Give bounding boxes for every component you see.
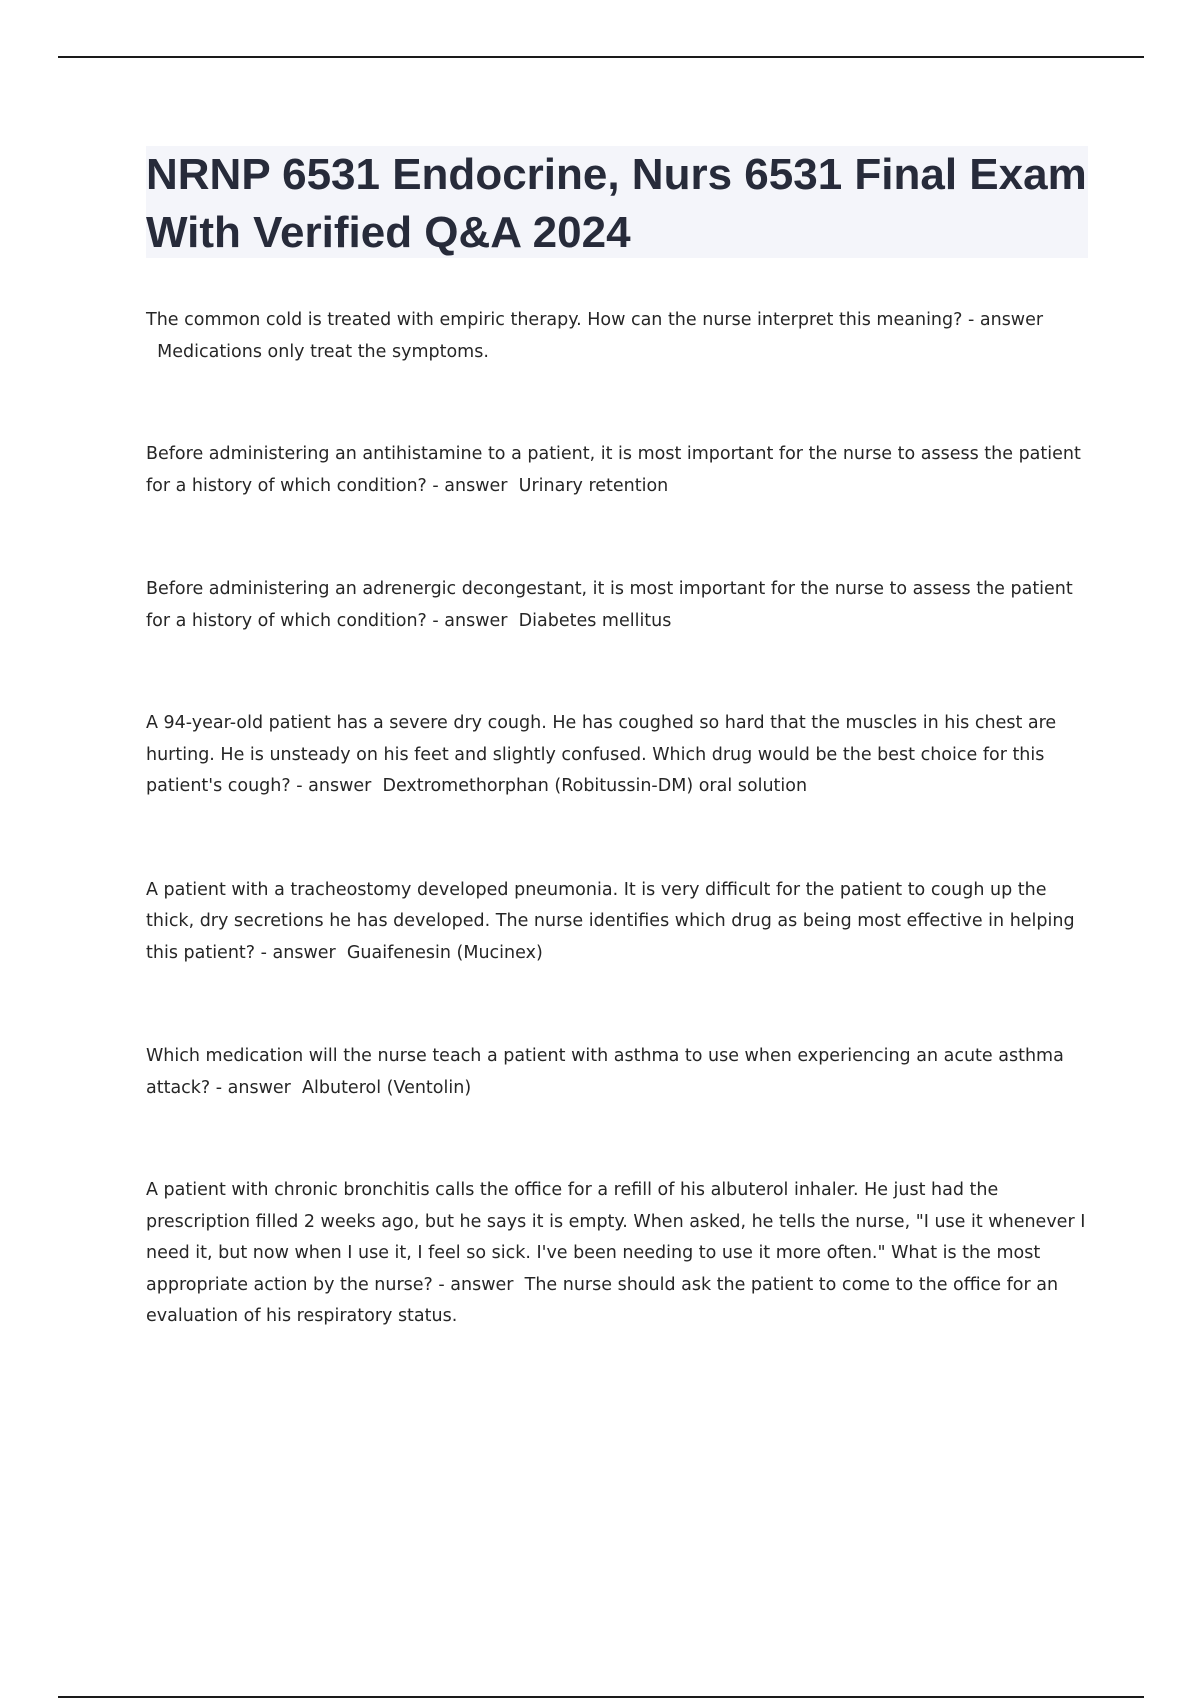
answer-label: - answer [260, 942, 336, 963]
bottom-rule [58, 1696, 1144, 1698]
qa-item [146, 708, 1090, 803]
answer-label: - answer [296, 776, 372, 796]
qa-item [146, 1041, 1090, 1104]
answer-text: Albuterol (Ventolin) [302, 1077, 472, 1098]
answer-text: Urinary retention [518, 475, 669, 496]
question-text: Before administering an adrenergic decongestant, it is most important for the nurse to assess the patient for a history of which condition? [146, 579, 1073, 631]
answer-label: - answer [432, 475, 508, 496]
answer-label: - answer [432, 610, 508, 631]
question-text: The common cold is treated with empiric therapy. How can the nurse interpret this meaning? [146, 310, 963, 330]
answer-label: - answer [968, 310, 1044, 330]
answer-text: Dextromethorphan (Robitussin-DM) oral solution [382, 776, 808, 796]
qa-item [146, 574, 1090, 637]
answer-label: - answer [215, 1077, 291, 1098]
qa-item [146, 439, 1090, 502]
title-block [146, 146, 1088, 258]
answer-label: - answer [438, 1274, 514, 1295]
question-text: Before administering an antihistamine to a patient, it is most important for the nurse to assess the patient for a history of which condition? [146, 444, 1081, 496]
qa-item [146, 1175, 1090, 1333]
question-text: A patient with chronic bronchitis calls the office for a refill of his albuterol inhaler. He just had the prescription filled 2 weeks ago, but he says it is empty. When asked, he tells the nurse, "I use it whenever I need it, but now when I use it, I feel so sick. I've been needing to use it more often." What is the most appropriate action by the nurse? [146, 1180, 1086, 1295]
answer-text: The nurse should ask the patient to come to the office for an evaluation of his respiratory status. [146, 1274, 1059, 1326]
question-text: A 94-year-old patient has a severe dry cough. He has coughed so hard that the muscles in his chest are hurting. He is unsteady on his feet and slightly confused. Which drug would be the best choice for this patient's cough? [146, 713, 1057, 796]
top-rule [58, 56, 1144, 58]
question-text: Which medication will the nurse teach a patient with asthma to use when experiencing an acute asthma attack? [146, 1046, 1064, 1098]
qa-list [146, 305, 1090, 1333]
qa-item [146, 875, 1090, 970]
qa-item [146, 305, 1090, 368]
question-text: A patient with a tracheostomy developed pneumonia. It is very difficult for the patient to cough up the thick, dry secretions he has developed. The nurse identifies which drug as being most effective in helping this patient? [146, 879, 1075, 963]
answer-text: Medications only treat the symptoms. [157, 341, 489, 362]
answer-text: Guaifenesin (Mucinex) [346, 942, 543, 963]
answer-text: Diabetes mellitus [518, 610, 672, 631]
document-title: NRNP 6531 Endocrine, Nurs 6531 Final Exam With Verified Q&A 2024 [146, 150, 1087, 257]
